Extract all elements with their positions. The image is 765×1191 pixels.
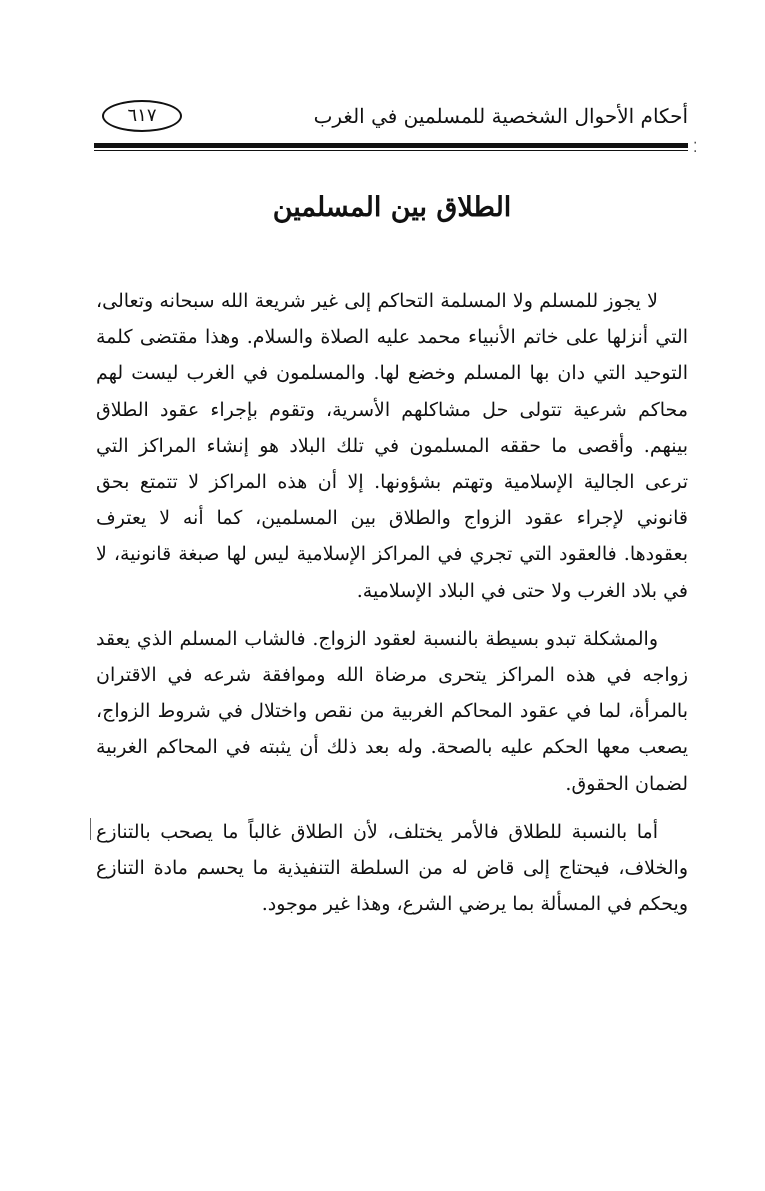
paragraph: لا يجوز للمسلم ولا المسلمة التحاكم إلى غير شريعة الله سبحانه وتعالى، التي أنزلها على خاتم الأنبياء محمد عليه الصلاة والسلام. وهذا مقتضى كلمة التوحيد التي دان بها المسلم وخضع لها. والمسلمون في الغرب ليست لهم محاكم شرعية تتولى حل مشاكلهم الأسرية، وتقوم بإجراء عقود الطلاق بينهم. وأقصى ما حققه المسلمون في تلك البلاد هو إنشاء المراكز التي ترعى الجالية الإسلامية وتهتم بشؤونها. إلا أن هذه المراكز لا تتمتع بحق قانوني لإجراء عقود الزواج والطلاق بين المسلمين، كما أنه لا يعترف بعقودها. فالعقود التي تجري في المراكز الإسلامية ليس لها صبغة قانونية، لا في بلاد الغرب ولا حتى في البلاد الإسلامية. <box>96 290 688 602</box>
page-number: ٦١٧ <box>102 100 182 132</box>
paragraph: أما بالنسبة للطلاق فالأمر يختلف، لأن الطلاق غالباً ما يصحب بالتنازع والخلاف، فيحتاج إلى قاض له من السلطة التنفيذية ما يحسم مادة التنازع ويحكم في المسألة بما يرضي الشرع، وهذا غير موجود. <box>96 820 688 916</box>
header-rule-thin <box>94 150 688 151</box>
book-title: أحكام الأحوال الشخصية للمسلمين في الغرب <box>313 104 688 128</box>
header-rule-thick <box>94 143 688 148</box>
paragraph: والمشكلة تبدو بسيطة بالنسبة لعقود الزواج. فالشاب المسلم الذي يعقد زواجه في هذه المراكز يتحرى مرضاة الله وموافقة شرعه في الاقتران بالمرأة، لما في عقود المحاكم الغربية من نقص واختلال في شروط الزواج، يصعب معها الحكم عليه بالصحة. وله بعد ذلك أن يثبته في المحاكم الغربية لضمان الحقوق. <box>96 627 688 795</box>
section-title: الطلاق بين المسلمين <box>272 192 512 223</box>
margin-mark <box>90 818 91 840</box>
body-text <box>96 283 688 934</box>
running-header <box>96 100 688 140</box>
ornament-dots-icon: ⁚ <box>693 140 698 156</box>
